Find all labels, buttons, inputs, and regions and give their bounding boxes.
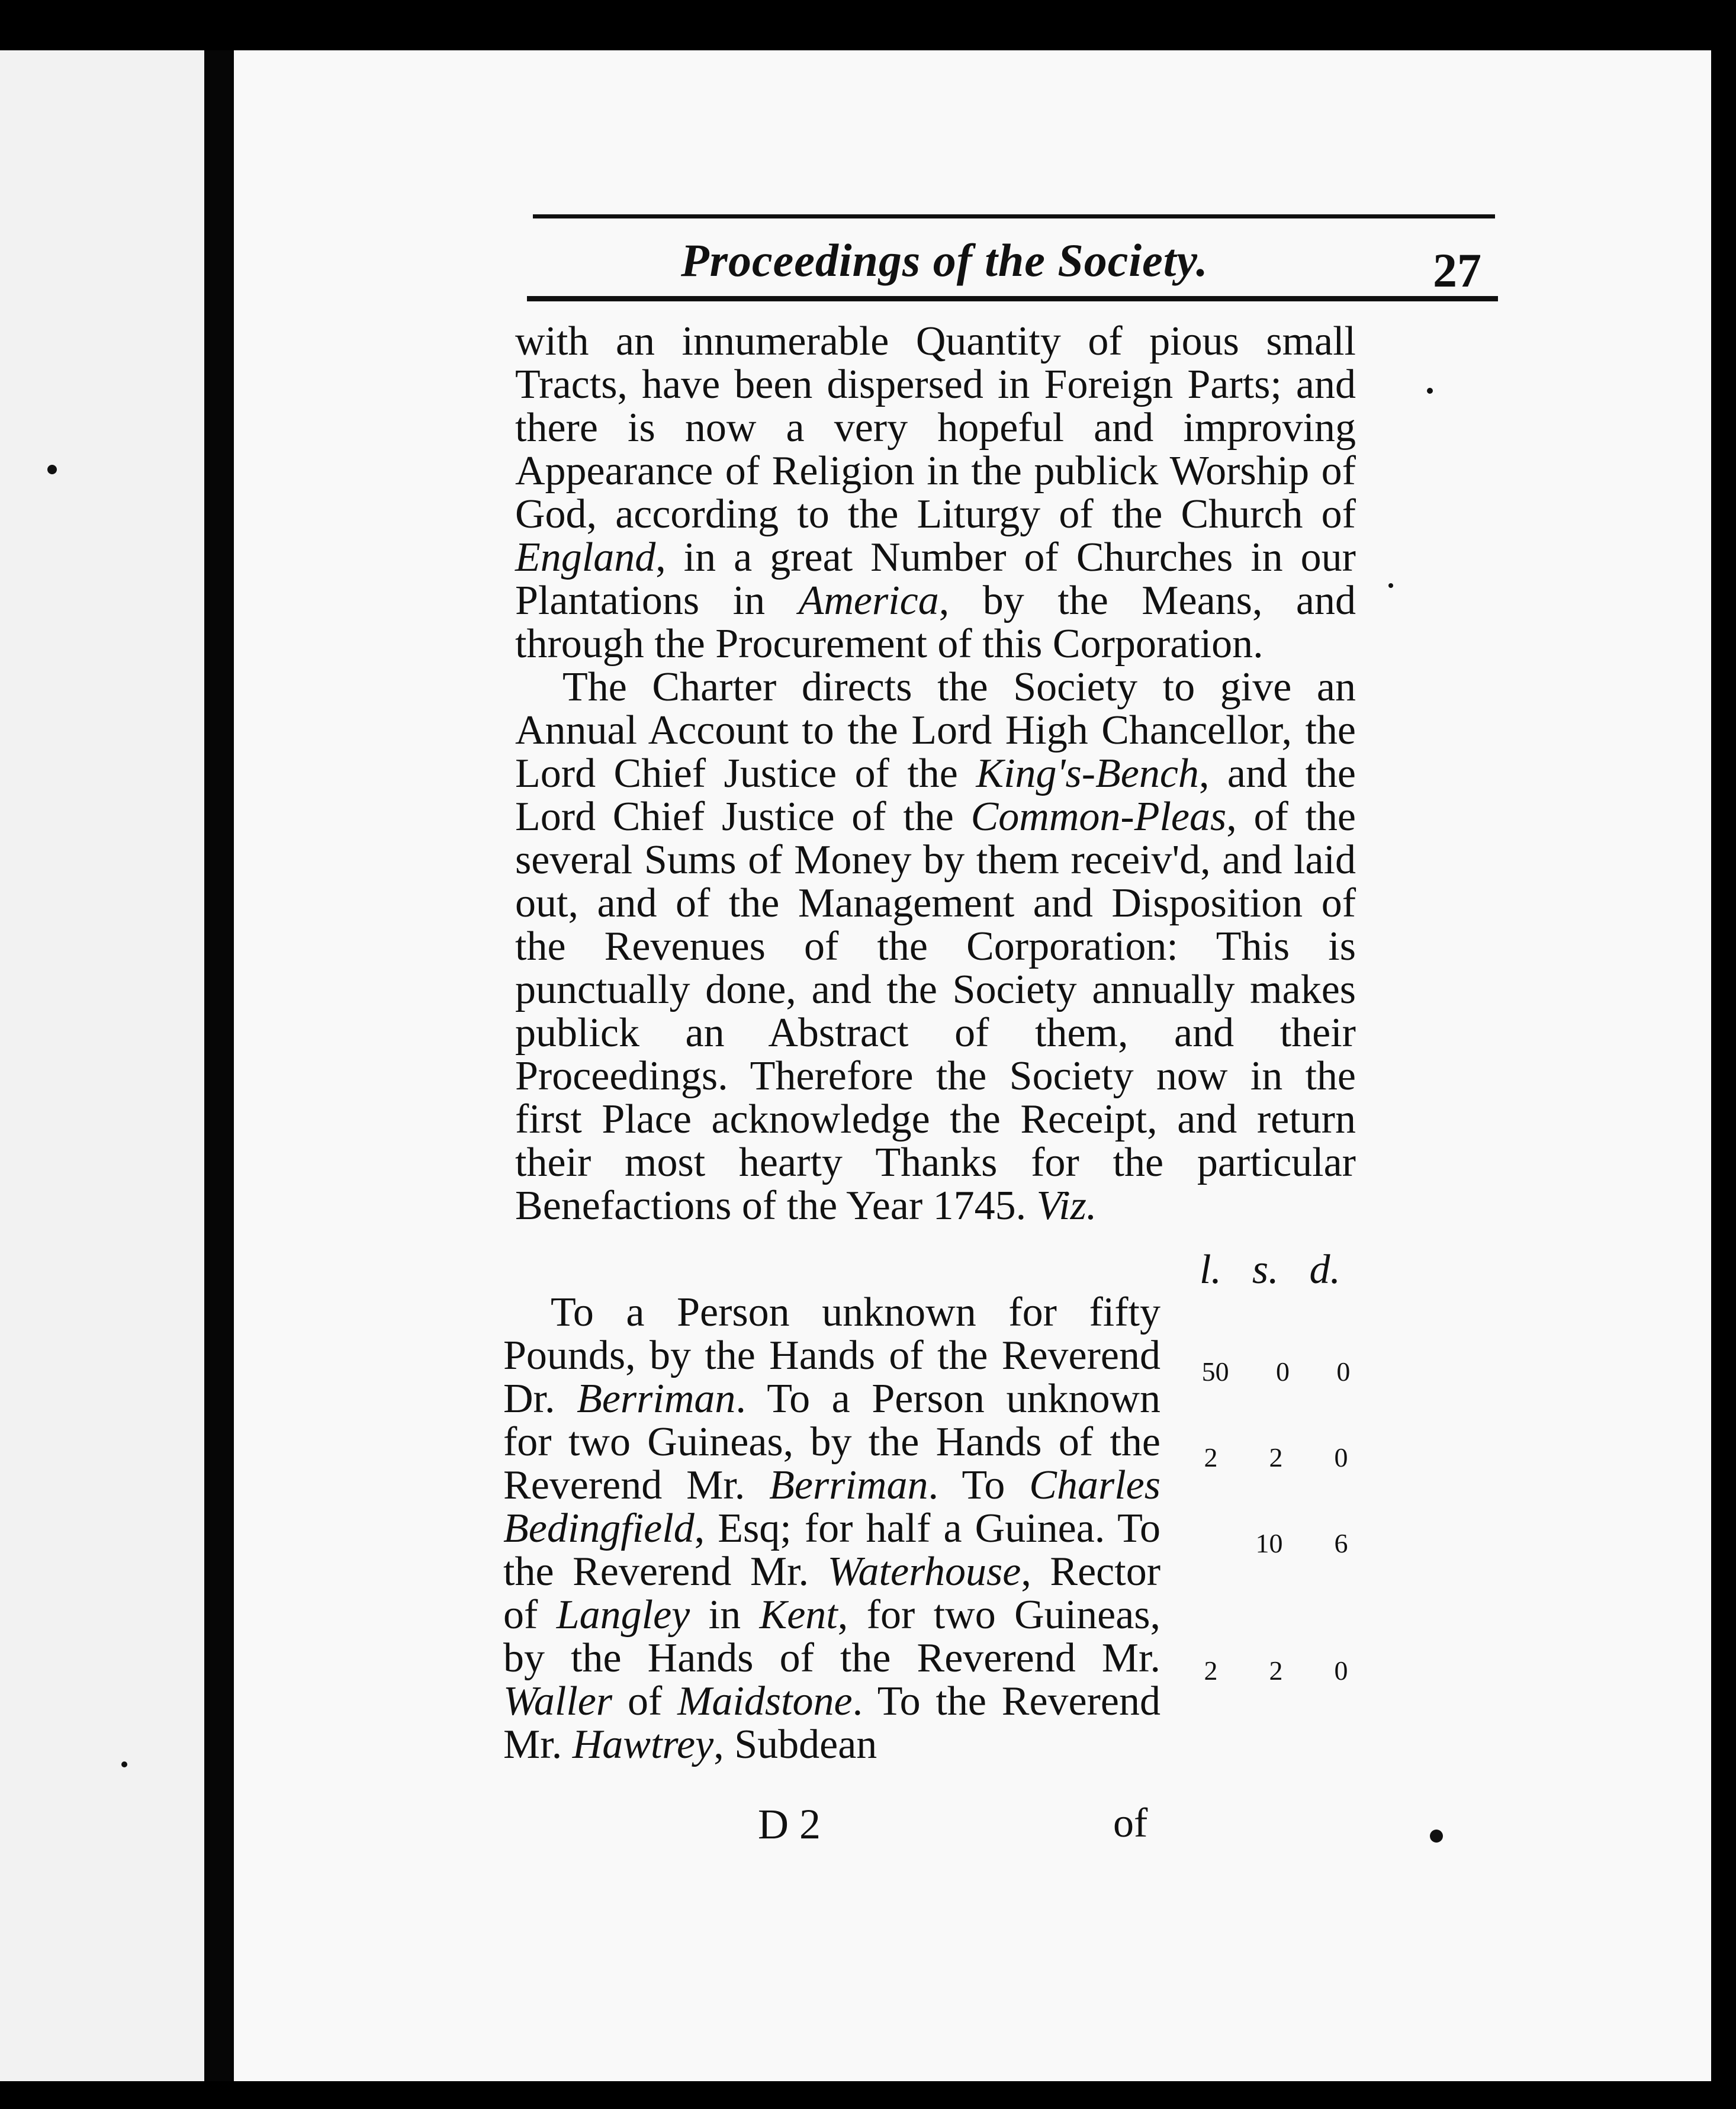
- amount-s: 0: [1275, 1356, 1290, 1387]
- amount-l: 2: [1204, 1655, 1218, 1686]
- amount-row: [1178, 1350, 1374, 1393]
- amount-row: [1178, 1522, 1374, 1565]
- ink-speck: [1430, 1830, 1443, 1843]
- body-text: [515, 320, 1356, 1227]
- pence-head: d.: [1309, 1247, 1340, 1293]
- paragraph: The Charter directs the Society to give an Annual Account to the Lord High Chancellor, the Lord Chief Justice of the King's-Bench, and the Lord Chief Justice of the Common-Pleas, of the several Sums of Money by them receiv'd, and laid out, and of the Management and Disposition of the Revenues of the Corporation: This is punctually done, and the Society annually makes publick an Abstract of them, and their Proceedings. Therefore the Society now in the first Place acknowledge the Receipt, and return their most hearty Thanks for the particular Benefactions of the Year 1745. Viz.: [515, 664, 1356, 1229]
- page-number: 27: [1433, 243, 1481, 297]
- amount-d: 0: [1334, 1442, 1348, 1473]
- paragraph: with an innumerable Quantity of pious small Tracts, have been dispersed in Foreign Parts; and there is now a very hopeful and improving Appearance of Religion in the publick Worship of God, according to the Liturgy of the Church of England, in a great Number of Churches in our Plantations in America, by the Means, and through the Procurement of this Corporation.: [515, 319, 1356, 667]
- pounds-head: l.: [1199, 1247, 1221, 1293]
- shillings-head: s.: [1252, 1247, 1279, 1293]
- amount-s: 10: [1255, 1528, 1283, 1558]
- amount-l: 50: [1201, 1356, 1229, 1387]
- ink-speck: [121, 1761, 127, 1767]
- benefactions-list: [503, 1291, 1374, 1766]
- amount-l: 2: [1204, 1442, 1218, 1473]
- header-rule-bottom: [527, 296, 1498, 301]
- signature-mark: D 2: [758, 1801, 821, 1848]
- amount-row: [1178, 1649, 1374, 1692]
- ink-speck: [47, 465, 57, 474]
- amount-s: 2: [1269, 1442, 1283, 1473]
- amount-d: 0: [1334, 1655, 1348, 1686]
- benefaction-entries: To a Person unknown for fifty Pounds, by the Hands of the Reverend Dr. Berriman. To a Person unknown for two Guineas, by the Hands of the Reverend Mr. Berriman. To Charles Bedingfield, Esq; for half a Guinea. To the Reverend Mr. Waterhouse, Rector of Langley in Kent, for two Guineas, by the Hands of the Reverend Mr. Waller of Maidstone. To the Reverend Mr. Hawtrey, Subdean: [503, 1290, 1161, 1767]
- amount-d: 6: [1334, 1528, 1348, 1558]
- ink-speck: [1427, 388, 1433, 394]
- catchword: of: [1113, 1801, 1148, 1846]
- amount-s: 2: [1269, 1655, 1283, 1686]
- money-column-heads: [1184, 1246, 1356, 1294]
- facing-page: [0, 50, 204, 2081]
- running-title: Proceedings of the Society.: [681, 234, 1208, 286]
- ink-speck: [1388, 583, 1393, 588]
- binding-gutter: [204, 50, 234, 2081]
- amount-row: [1178, 1436, 1374, 1479]
- header-rule-top: [533, 214, 1495, 218]
- amount-d: 0: [1336, 1356, 1351, 1387]
